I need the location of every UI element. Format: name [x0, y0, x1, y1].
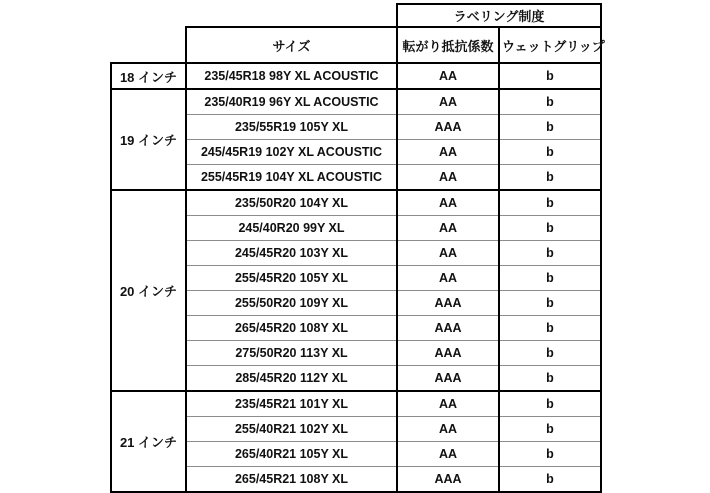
size-cell: 245/45R19 102Y XL ACOUSTIC	[186, 140, 397, 165]
inch-group-cell: 19 インチ	[111, 89, 186, 190]
header-wet-grip: ウェットグリップ	[499, 27, 601, 63]
header-row-columns	[111, 27, 601, 63]
rolling-resistance-cell: AA	[397, 391, 499, 417]
rolling-resistance-cell: AA	[397, 216, 499, 241]
wet-grip-cell: b	[499, 216, 601, 241]
wet-grip-cell: b	[499, 266, 601, 291]
size-cell: 245/45R20 103Y XL	[186, 241, 397, 266]
size-cell: 235/45R21 101Y XL	[186, 391, 397, 417]
wet-grip-cell: b	[499, 341, 601, 366]
rolling-resistance-cell: AA	[397, 241, 499, 266]
wet-grip-cell: b	[499, 140, 601, 165]
rolling-resistance-cell: AAA	[397, 316, 499, 341]
size-cell: 235/40R19 96Y XL ACOUSTIC	[186, 89, 397, 115]
size-cell: 265/40R21 105Y XL	[186, 442, 397, 467]
table-row	[111, 391, 601, 417]
rolling-resistance-cell: AAA	[397, 291, 499, 316]
rolling-resistance-cell: AA	[397, 417, 499, 442]
header-size: サイズ	[186, 27, 397, 63]
size-cell: 255/45R19 104Y XL ACOUSTIC	[186, 165, 397, 191]
size-cell: 265/45R21 108Y XL	[186, 467, 397, 493]
wet-grip-cell: b	[499, 115, 601, 140]
inch-group-cell: 18 インチ	[111, 63, 186, 89]
wet-grip-cell: b	[499, 165, 601, 191]
wet-grip-cell: b	[499, 190, 601, 216]
size-cell: 275/50R20 113Y XL	[186, 341, 397, 366]
empty-corner-cell	[111, 27, 186, 63]
table-row	[111, 190, 601, 216]
wet-grip-cell: b	[499, 316, 601, 341]
wet-grip-cell: b	[499, 391, 601, 417]
size-cell: 265/45R20 108Y XL	[186, 316, 397, 341]
size-cell: 235/50R20 104Y XL	[186, 190, 397, 216]
rolling-resistance-cell: AA	[397, 190, 499, 216]
size-cell: 245/40R20 99Y XL	[186, 216, 397, 241]
header-row-labeling	[111, 4, 601, 27]
rolling-resistance-cell: AAA	[397, 115, 499, 140]
wet-grip-cell: b	[499, 63, 601, 89]
tire-spec-table	[110, 3, 605, 493]
header-labeling-system: ラベリング制度	[397, 4, 601, 27]
empty-corner-cell	[186, 4, 397, 27]
wet-grip-cell: b	[499, 366, 601, 392]
tire-spec-table-container	[110, 3, 605, 493]
size-cell: 255/50R20 109Y XL	[186, 291, 397, 316]
wet-grip-cell: b	[499, 291, 601, 316]
wet-grip-cell: b	[499, 241, 601, 266]
wet-grip-cell: b	[499, 417, 601, 442]
header-rolling-resistance: 転がり抵抗係数	[397, 27, 499, 63]
size-cell: 285/45R20 112Y XL	[186, 366, 397, 392]
wet-grip-cell: b	[499, 442, 601, 467]
rolling-resistance-cell: AAA	[397, 341, 499, 366]
wet-grip-cell: b	[499, 467, 601, 493]
table-row	[111, 89, 601, 115]
rolling-resistance-cell: AA	[397, 266, 499, 291]
wet-grip-cell: b	[499, 89, 601, 115]
size-cell: 235/55R19 105Y XL	[186, 115, 397, 140]
rolling-resistance-cell: AA	[397, 165, 499, 191]
rolling-resistance-cell: AA	[397, 89, 499, 115]
size-cell: 235/45R18 98Y XL ACOUSTIC	[186, 63, 397, 89]
rolling-resistance-cell: AA	[397, 442, 499, 467]
table-body	[111, 63, 601, 492]
table-row	[111, 63, 601, 89]
size-cell: 255/45R20 105Y XL	[186, 266, 397, 291]
rolling-resistance-cell: AA	[397, 63, 499, 89]
rolling-resistance-cell: AAA	[397, 366, 499, 392]
rolling-resistance-cell: AA	[397, 140, 499, 165]
inch-group-cell: 21 インチ	[111, 391, 186, 492]
rolling-resistance-cell: AAA	[397, 467, 499, 493]
empty-corner-cell	[111, 4, 186, 27]
inch-group-cell: 20 インチ	[111, 190, 186, 391]
size-cell: 255/40R21 102Y XL	[186, 417, 397, 442]
